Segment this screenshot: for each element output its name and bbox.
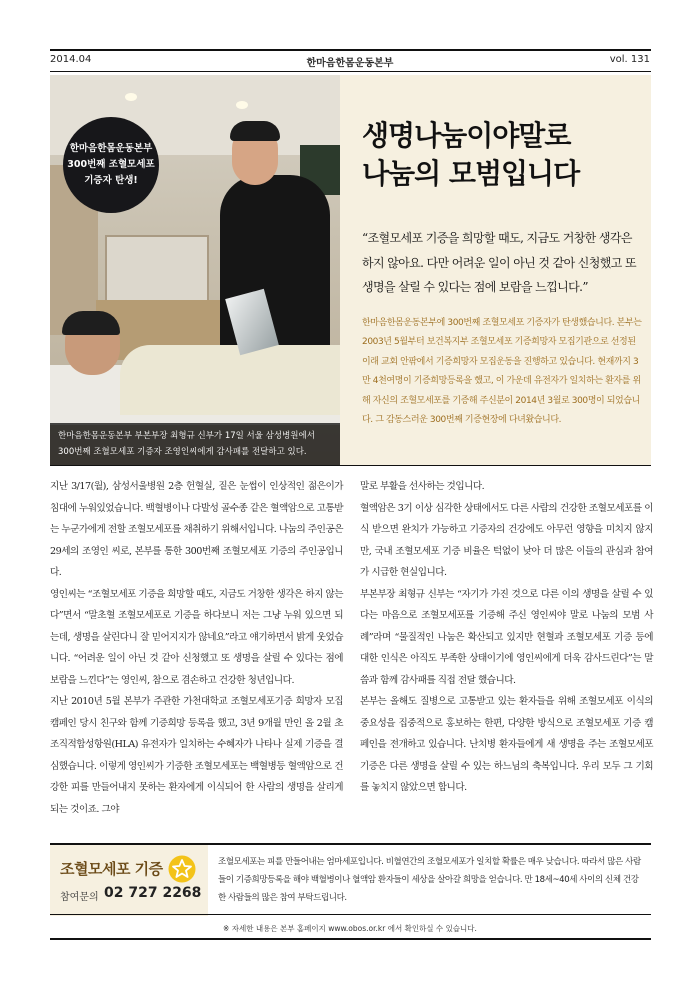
photo-light: [125, 93, 137, 101]
contact-phone: 02 727 2268: [104, 885, 202, 901]
top-rule: [50, 49, 651, 51]
donation-title-box: [50, 845, 208, 916]
photo-patient-hair: [62, 311, 120, 335]
body-column-right: [360, 476, 653, 799]
headline-line: 생명나눔이야말로: [362, 119, 571, 152]
photo-light: [236, 101, 248, 109]
donation-title: 조혈모세포 기증: [60, 860, 163, 878]
photo-patient-blanket: [120, 345, 340, 415]
photo-window: [105, 235, 209, 309]
photo-caption: [50, 423, 340, 465]
body-paragraph: 지난 3/17(월), 삼성서울병원 2층 헌혈실, 짙은 눈썹이 인상적인 젊은이가 침대에 누워있었습니다. 백혈병이나 다발성 골수종 같은 혈액암으로 고통받는 누군가에게 전할 조혈모세포를 채취하기 위해서입니다. 나눔의 주인공은 29세의 조영인 씨로, 본부를 통한 300번째 조혈모세포 기증의 주인공입니다.: [50, 481, 343, 578]
body-paragraph: 말로 부활을 선사하는 것입니다.: [360, 481, 485, 492]
body-paragraph: 혈액암은 3기 이상 심각한 상태에서도 다른 사람의 건강한 조혈모세포를 이식 받으면 완치가 가능하고 기증자의 건강에도 아무런 영향을 미치지 않지만, 국내 조혈모세포 기증 비율은 턱없이 낮아 더 많은 이들의 관심과 참여가 시급한 현실입니다.: [360, 502, 653, 578]
footer-rule: [50, 938, 651, 940]
caption-line: 한마음한몸운동본부 부본부장 최형규 신부가 17일 서울 삼성병원에서: [58, 431, 315, 441]
body-column-left: [50, 476, 343, 820]
article-headline: [362, 117, 642, 193]
bottom-rule: [50, 914, 651, 915]
article-photo: [50, 75, 340, 465]
section-rule: [50, 465, 651, 466]
headline-line: 나눔의 모범입니다: [362, 157, 580, 190]
badge-line: 기증자 탄생!: [84, 175, 138, 186]
pull-quote: “조혈모세포 기증을 희망할 때도, 지금도 거창한 생각은 하지 않아요. 다만 어려운 일이 아닌 것 같아 신청했고 또 생명을 살릴 수 있다는 점에 보람을 느낍니다.”: [362, 231, 636, 294]
body-paragraph: 지난 2010년 5월 본부가 주관한 가천대학교 조혈모세포기증 희망자 모집 캠페인 당시 친구와 함께 기증희망 등록을 했고, 3년 9개월 만인 올 2월 초 조직적합성항원(HLA) 유전자가 일치하는 수혜자가 나타나 실제 기증을 결심했습니다. 이렇게 영인씨가 기증한 조혈모세포는 백혈병등 혈액암으로 건강한 피를 만들어내지 못하는 환자에게 이식되어 한 사람의 생명을 살리게 되는 것이죠. 그야: [50, 696, 343, 815]
donation-info-box: [50, 843, 651, 916]
body-paragraph: 본부는 올해도 질병으로 고통받고 있는 환자들을 위해 조혈모세포 이식의 중요성을 집중적으로 홍보하는 한편, 다양한 방식으로 조혈모세포 기증 캠페인을 전개하고 있습니다. 난치병 환자들에게 새 생명을 주는 조혈모세포 기증은 다른 생명을 살릴 수 있는 하느님의 축복입니다. 우리 모두 그 기회를 놓치지 않았으면 합니다.: [360, 696, 653, 793]
body-paragraph: 영인씨는 “조혈모세포 기증을 희망할 때도, 지금도 거창한 생각은 하지 않는다”면서 “말초혈 조혈모세포로 기증을 하다보니 저는 그냥 누워 있으면 되는데, 생명을 살린다니 잘 믿어지지가 않네요”라고 얘기하면서 밝게 웃었습니다. “어려운 일이 아닌 것 같아 신청했고 또 생명을 살릴 수 있다는 점에 보람을 느낀다”는 영인씨, 참으로 겸손하고 건강한 청년입니다.: [50, 588, 343, 686]
photo-badge: [63, 117, 159, 213]
photo-priest-hair: [230, 121, 280, 141]
intro-paragraph: 한마음한몸운동본부에 300번째 조혈모세포 기증자가 탄생했습니다. 본부는 2003년 5월부터 보건복지부 조혈모세포 기증희망자 모집기관으로 선정된 이래 교회 안팎에서 기증희망자 모집운동을 진행하고 있습니다. 현재까지 3만 4천여명이 기증희망등록을 했고, 이 가운데 유전자가 일치하는 환자를 위해 자신의 조혈모세포를 기증해 주신분이 2014년 3월로 300명이 되었습니다. 그 감동스러운 300번째 기증현장에 다녀왔습니다.: [362, 318, 642, 426]
issue-date: 2014.04: [50, 54, 92, 65]
header-rule: [50, 71, 651, 72]
masthead: 한마음한몸운동본부: [306, 58, 394, 69]
donation-description: 조혈모세포는 피를 만들어내는 엄마세포입니다. 비혈연간의 조혈모세포가 일치할 확률은 매우 낮습니다. 따라서 많은 사람들이 기증희망등록을 해야 백혈병이나 혈액암 환자들이 세상을 살아갈 희망을 얻습니다. 만 18세~40세 사이의 신체 건강한 사람들의 많은 참여 부탁드립니다.: [218, 857, 641, 903]
badge-line: 한마음한몸운동본부: [69, 143, 153, 154]
volume-number: vol. 131: [609, 54, 650, 65]
star-icon: [168, 855, 196, 883]
contact-label: 참여문의: [60, 892, 99, 903]
footer-note: ※ 자세한 내용은 본부 홈페이지 www.obos.or.kr 에서 확인하실 수 있습니다.: [223, 924, 477, 933]
caption-line: 300번째 조혈모세포 기증자 조영인씨에게 감사패를 전달하고 있다.: [58, 447, 307, 457]
badge-line: 300번째 조혈모세포: [67, 159, 155, 170]
body-paragraph: 부본부장 최형규 신부는 “자기가 가진 것으로 다른 이의 생명을 살릴 수 있다는 마음으로 조혈모세포를 기증해 주신 영인씨야 말로 나눔의 모범 사례”라며 “물질적인 나눔은 확산되고 있지만 현혈과 조혈모세포 기증 등에 대한 인식은 아직도 부족한 상태이기에 영인씨에게 더욱 감사드린다”는 말씀과 함께 감사패를 직접 전달 했습니다.: [360, 588, 653, 686]
